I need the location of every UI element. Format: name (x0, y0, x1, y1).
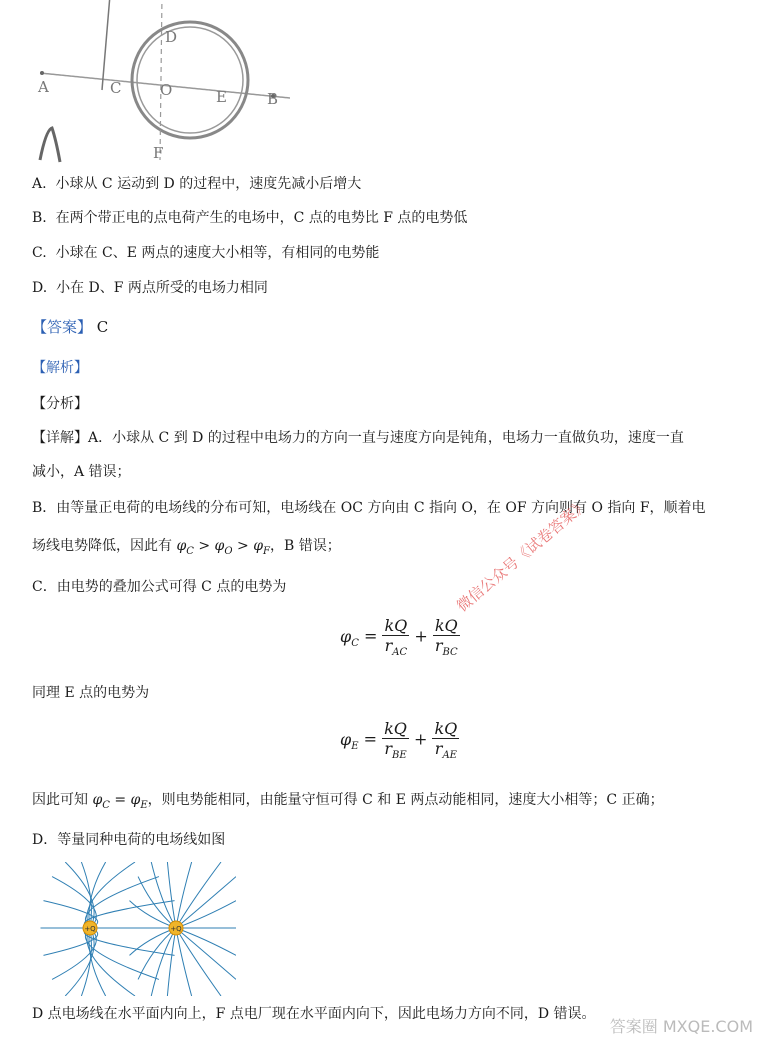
analysis-label: 【解析】 (32, 360, 88, 376)
formula-den: r (434, 739, 443, 758)
charge-label: +Q (170, 925, 182, 933)
field-line (52, 877, 96, 928)
formula-lhs-sub: C (351, 637, 359, 649)
formula-lhs-sub: E (351, 740, 359, 752)
detail-c-line2: 同理 E 点的电势为 (32, 685, 150, 701)
option-key: C. (32, 245, 47, 261)
inequality-formula: $\varphi_C > \varphi_O > \varphi_F$ (176, 538, 270, 557)
field-line (84, 928, 174, 955)
answer-value: C (96, 318, 109, 336)
formula-den-sub: AC (392, 647, 408, 658)
option-b (32, 208, 467, 228)
label-a: A (38, 78, 49, 96)
detail-text: 场线电势降低，因此有 (32, 538, 172, 554)
field-line (87, 928, 135, 996)
formula-den: r (384, 739, 392, 758)
option-text: 小球从 C 运动到 D 的过程中，速度先减小后增大 (55, 176, 362, 192)
formula-den-sub: BE (392, 750, 407, 761)
label-e: E (216, 88, 227, 106)
field-line (84, 901, 174, 928)
formula-num: kQ (434, 719, 458, 738)
answer-label: 【答案】 (32, 318, 93, 336)
label-o: O (160, 81, 173, 99)
formula-den: r (384, 636, 393, 655)
option-text: 小球在 C、E 两点的速度大小相等，有相同的电势能 (55, 245, 380, 261)
field-line (176, 928, 236, 955)
detail-a-line2: 减小，A 错误； (32, 464, 131, 480)
field-line (151, 928, 176, 996)
fenxi-label: 【分析】 (32, 396, 88, 412)
formula-lhs: φ (340, 626, 352, 646)
option-text: 在两个带正电的点电荷产生的电场中，C 点的电势比 F 点的电势低 (55, 210, 468, 226)
field-line (65, 862, 94, 928)
option-c (32, 243, 379, 263)
charge-label: +Q (84, 925, 96, 933)
detail-d-line2: D 点电场线在水平面内向上，F 点电厂现在水平面内向下，因此电场力方向不同，D 错误。 (32, 1006, 596, 1022)
detail-c-line3 (32, 790, 664, 816)
detail-b-line1: B．由等量正电荷的电场线的分布可知，电场线在 OC 方向由 C 指向 O，在 OF 方向则有 O 指向 F，顺着电 (32, 500, 706, 516)
option-key: B. (32, 210, 47, 226)
detail-text: 因此可知 (32, 792, 88, 808)
formula-e: $\varphi_E$ = $\frac{kQ}{r_{BE}}$ + $\frac{kQ}{r_{AE}}$ (340, 719, 458, 761)
field-line (176, 862, 192, 928)
field-line (167, 928, 176, 996)
label-f: F (153, 144, 164, 162)
label-c: C (110, 79, 122, 97)
formula-lhs: φ (340, 729, 352, 749)
detail-text: ，B 错误； (269, 538, 341, 554)
formula-den-sub: AE (442, 750, 457, 761)
field-line (85, 877, 159, 928)
formula-den-sub: BC (442, 647, 458, 658)
watermark: 微信公众号《试卷答案》 (453, 495, 592, 616)
detail-d-line1: D．等量同种电荷的电场线如图 (32, 832, 226, 848)
formula-c: $\varphi_C$ = $\frac{kQ}{r_{AC}}$ + $\frac{kQ}{r_{BC}}$ (340, 616, 458, 658)
detail-a-line1 (32, 428, 684, 448)
detail-text: A．小球从 C 到 D 的过程中电场力的方向一直与速度方向是钝角，电场力一直做负功，速度一直 (88, 430, 684, 446)
field-line (176, 877, 236, 928)
field-lines-figure (32, 862, 236, 996)
equality-formula: $\varphi_C = \varphi_E$ (92, 792, 148, 811)
field-line (85, 928, 159, 979)
option-a (32, 174, 361, 194)
orbit-figure (30, 0, 290, 168)
option-key: D. (32, 280, 48, 296)
formula-num: kQ (384, 719, 407, 738)
field-line (167, 862, 176, 928)
formula-num: kQ (384, 616, 408, 635)
option-text: 小在 D、F 两点所受的电场力相同 (56, 280, 268, 296)
answer-line (32, 317, 108, 337)
field-line (176, 901, 236, 928)
field-line (81, 928, 91, 996)
formula-den: r (434, 636, 443, 655)
detail-b-line2 (32, 536, 341, 562)
field-line (87, 862, 135, 928)
detail-text: ，则电势能相同，由能量守恒可得 C 和 E 两点动能相同，速度大小相等；C 正确； (147, 792, 664, 808)
detail-label: 【详解】 (32, 430, 88, 446)
label-d: D (165, 28, 178, 46)
detail-c-line1: C．由电势的叠加公式可得 C 点的电势为 (32, 579, 287, 595)
field-line (176, 928, 192, 996)
option-d (32, 278, 268, 298)
option-key: A. (32, 176, 47, 192)
corner-mark: 答案圈 MXQE.COM (609, 1017, 753, 1036)
formula-num: kQ (433, 616, 460, 636)
label-b: B (267, 90, 279, 108)
